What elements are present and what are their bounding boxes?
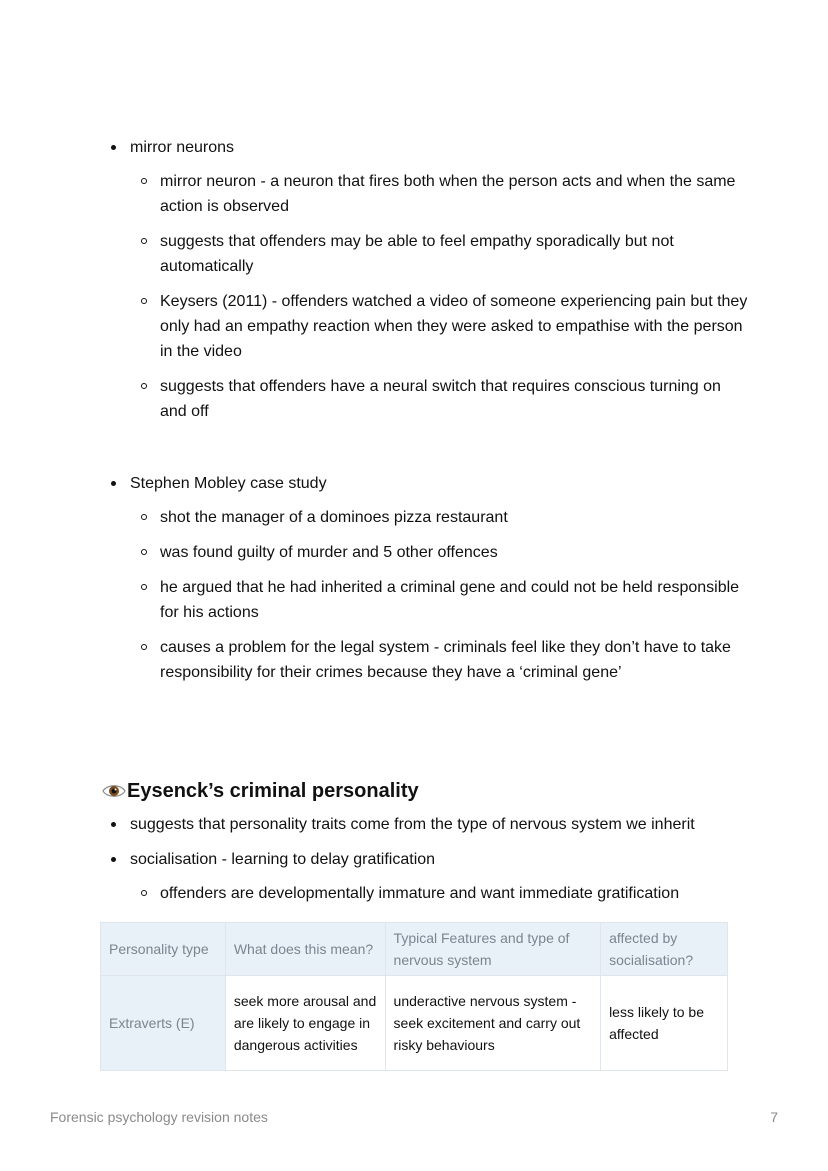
- list-item: he argued that he had inherited a criminal gene and could not be held responsible for his actions: [138, 575, 748, 625]
- eye-icon: [102, 782, 126, 800]
- table-header-cell: What does this mean?: [225, 923, 385, 976]
- list-item: suggests that offenders have a neural switch that requires conscious turning on and off: [138, 374, 748, 424]
- table-header-cell: affected by socialisation?: [601, 923, 728, 976]
- personality-table: [100, 922, 728, 1071]
- list-item: offenders are developmentally immature and want immediate gratification: [138, 881, 748, 906]
- sub-list: [138, 169, 748, 424]
- list-item: causes a problem for the legal system - criminals feel like they don’t have to take responsibility for their crimes because they have a ‘criminal gene’: [138, 635, 748, 685]
- list-item: [108, 471, 748, 685]
- sub-list: [138, 505, 748, 685]
- table-header-row: [101, 923, 728, 976]
- page-number: 7: [770, 1109, 778, 1125]
- mirror-neurons-list: [108, 135, 748, 424]
- table-header-cell: Typical Features and type of nervous system: [385, 923, 601, 976]
- table-cell: seek more arousal and are likely to engage in dangerous activities: [225, 976, 385, 1071]
- table-cell: less likely to be affected: [601, 976, 728, 1071]
- sub-list: [138, 881, 748, 906]
- list-item: was found guilty of murder and 5 other offences: [138, 540, 748, 565]
- table-row-header: Extraverts (E): [101, 976, 226, 1071]
- list-item-title: mirror neurons: [130, 139, 235, 156]
- mobley-case-list: [108, 471, 748, 685]
- list-item-title: Stephen Mobley case study: [130, 475, 327, 492]
- heading-text: Eysenck’s criminal personality: [127, 780, 419, 802]
- list-item: suggests that personality traits come from the type of nervous system we inherit: [108, 812, 748, 837]
- list-item: [108, 847, 748, 906]
- list-item: mirror neuron - a neuron that fires both when the person acts and when the same action is observed: [138, 169, 748, 219]
- list-item: [108, 135, 748, 424]
- list-item-title: socialisation - learning to delay gratification: [130, 851, 436, 868]
- footer-title: Forensic psychology revision notes: [50, 1109, 268, 1125]
- table-cell: underactive nervous system - seek excitement and carry out risky behaviours: [385, 976, 601, 1071]
- list-item: shot the manager of a dominoes pizza restaurant: [138, 505, 748, 530]
- list-item: Keysers (2011) - offenders watched a video of someone experiencing pain but they only had an empathy reaction when they were asked to empathise with the person in the video: [138, 289, 748, 364]
- eysenck-list: [108, 812, 748, 906]
- table-header-cell: Personality type: [101, 923, 226, 976]
- section-heading: [102, 777, 419, 805]
- list-item: suggests that offenders may be able to feel empathy sporadically but not automatically: [138, 229, 748, 279]
- table-row: [101, 976, 728, 1071]
